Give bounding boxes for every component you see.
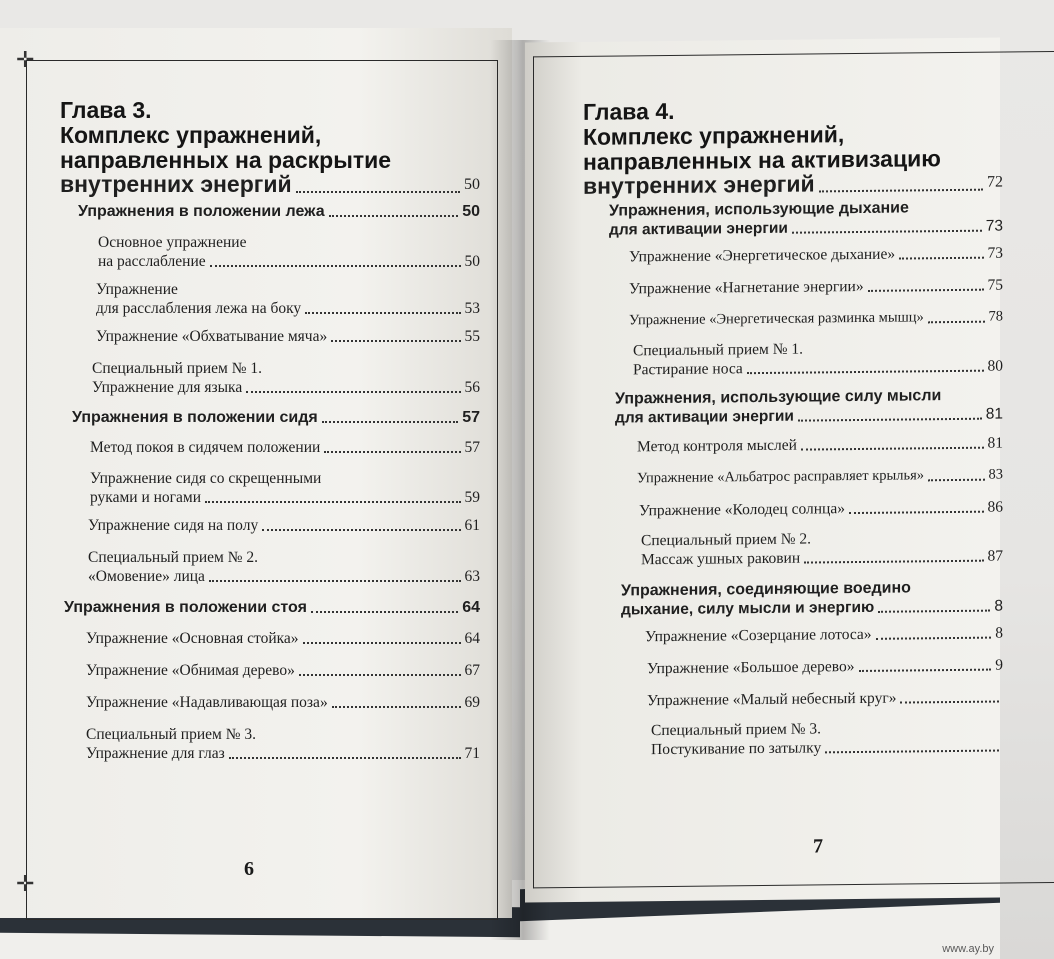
toc-item[interactable]: Упражнение сидя на полу 61 [88,517,480,534]
toc-item[interactable]: Специальный прием № 3. Упражнение для глаз 71 [86,726,480,762]
toc-section[interactable]: Упражнения в положении лежа 50 [78,203,480,220]
chapter-title-last-line: внутренних энергий 72 [583,170,1003,199]
toc-item[interactable]: Упражнение «Созерцание лотоса» 8 [645,624,1003,646]
toc-section[interactable]: Упражнения, соединяющие воедино дыхание, силу мысли и энергию 8 [621,579,1003,619]
chapter-title: Глава 4. Комплекс упражнений, направленных на активизацию [583,97,941,175]
toc-item[interactable]: Упражнение «Энергетическое дыхание» 73 [629,244,1003,266]
toc-section[interactable]: Упражнения в положении стоя 64 [64,599,480,616]
toc-item[interactable]: Упражнение «Альбатрос расправляет крылья» 83 [637,466,1003,487]
toc-section[interactable]: Упражнения, использующие дыхание для активации энергии 73 [609,199,1003,239]
toc-item[interactable]: Специальный прием № 1. Растирание носа 80 [633,340,1003,379]
toc-item[interactable]: Упражнение «Обхватывание мяча» 55 [96,328,480,345]
toc-item[interactable]: Специальный прием № 3. Постукивание по затылку [651,717,1003,759]
toc-item[interactable]: Специальный прием № 2. «Омовение» лица 63 [88,549,480,585]
toc-item[interactable]: Специальный прием № 1. Упражнение для языка 56 [92,360,480,396]
toc-item[interactable]: Упражнение «Малый небесный круг» [647,687,1003,710]
toc-item[interactable]: Метод покоя в сидячем положении 57 [90,439,480,456]
page-number: 6 [244,858,254,880]
toc-item[interactable]: Метод контроля мыслей 81 [637,434,1003,456]
page-number: 7 [813,835,823,858]
toc-item[interactable]: Специальный прием № 2. Массаж ушных раковин 87 [641,530,1003,569]
left-page [0,28,512,918]
toc-item[interactable]: Упражнение «Большое дерево» 9 [647,656,1003,678]
toc-section[interactable]: Упражнения, использующие силу мысли для активации энергии 81 [615,387,1003,427]
toc-item[interactable]: Упражнение «Нагнетание энергии» 75 [629,276,1003,298]
toc-item[interactable]: Упражнение «Надавливающая поза» 69 [86,694,480,711]
toc-item[interactable]: Упражнение сидя со скрещенными руками и ногами 59 [90,470,480,506]
toc-item[interactable]: Упражнение для расслабления лежа на боку 53 [96,281,480,317]
crop-mark-icon: ✛ [16,48,35,73]
toc-section[interactable]: Упражнения в положении сидя 57 [72,409,480,426]
watermark: www.ay.by [942,943,994,955]
toc-item[interactable]: Упражнение «Колодец солнца» 86 [639,498,1003,520]
chapter-title: Глава 3. Комплекс упражнений, направленных на раскрытие [60,97,392,173]
toc-item[interactable]: Упражнение «Основная стойка» 64 [86,630,480,647]
crop-mark-icon: ✛ [16,872,35,897]
chapter-title-last-line: внутренних энергий 50 [60,171,480,197]
toc-item[interactable]: Упражнение «Обнимая дерево» 67 [86,662,480,679]
right-page [525,38,1003,903]
toc-item[interactable]: Упражнение «Энергетическая разминка мышц» 78 [629,308,1003,329]
toc-item[interactable]: Основное упражнение на расслабление 50 [98,234,480,270]
